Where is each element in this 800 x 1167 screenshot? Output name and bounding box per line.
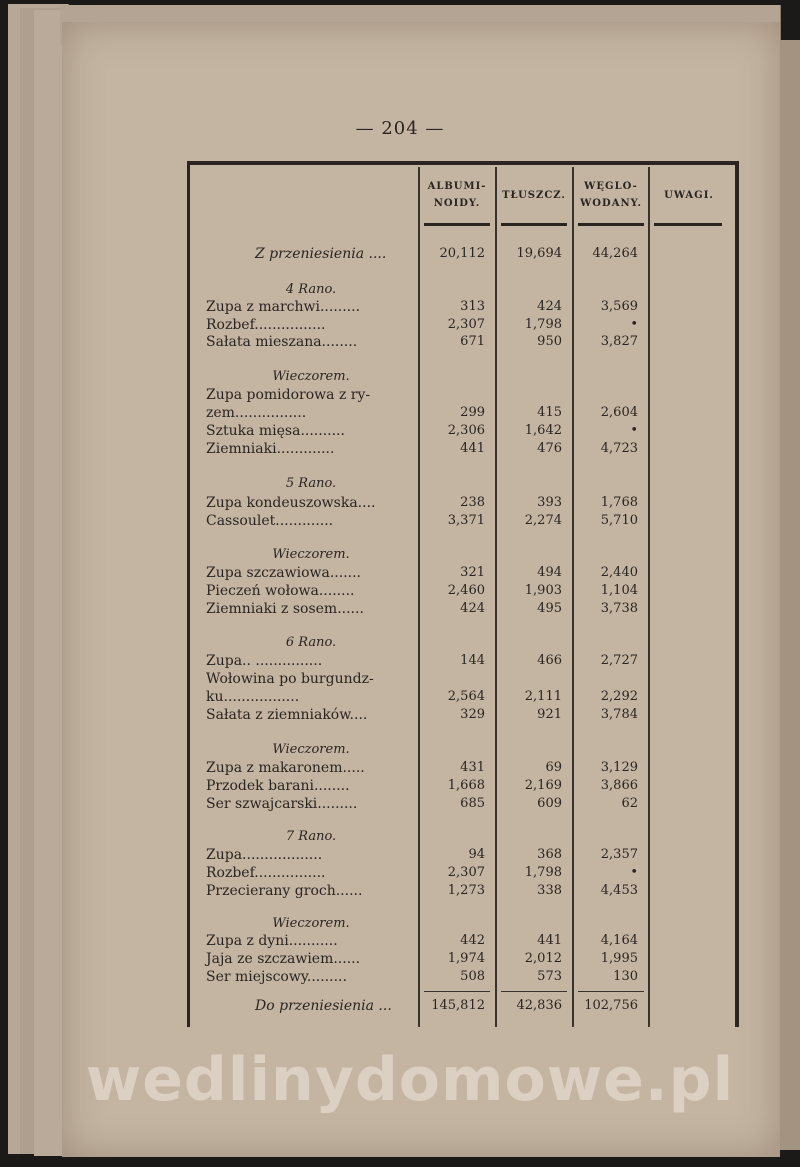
tluszcz-cell: 338	[537, 883, 562, 898]
page-number: — 204 —	[355, 118, 445, 139]
table-row	[200, 316, 720, 334]
section-heading	[200, 915, 720, 933]
watermark: wedlinydomowe.pl	[85, 1045, 735, 1115]
albuminoidy-cell: 1,273	[447, 883, 485, 898]
table-row	[200, 652, 720, 670]
total-rule	[501, 991, 567, 992]
albuminoidy-cell: 2,307	[447, 317, 485, 332]
row-label: Przodek barani........	[206, 778, 350, 794]
tluszcz-cell: 1,798	[524, 865, 562, 880]
tluszcz-cell: 1,903	[524, 583, 562, 598]
row-label: Jaja ze szczawiem......	[206, 951, 361, 967]
table-row	[200, 440, 720, 458]
row-label: Rozbef................	[206, 317, 326, 333]
row-label: Do przeniesienia ...	[255, 998, 392, 1014]
table-row	[200, 512, 720, 530]
weglowodany-cell: 44,264	[592, 246, 638, 261]
header-rule	[578, 223, 644, 226]
table-row	[200, 846, 720, 864]
row-label: Zupa z dyni...........	[206, 933, 338, 949]
weglowodany-cell: •	[630, 865, 638, 880]
header-rule	[654, 223, 722, 226]
section-heading	[200, 741, 720, 759]
tluszcz-cell: 495	[537, 601, 562, 616]
row-label: Wołowina po burgundz-	[206, 671, 374, 687]
weglowodany-cell: 1,768	[600, 495, 638, 510]
total-rule	[578, 991, 644, 992]
table-row	[200, 245, 720, 263]
row-label: Zupa z makaronem.....	[206, 760, 365, 776]
tluszcz-cell: 393	[537, 495, 562, 510]
row-label: Zupa..................	[206, 847, 323, 863]
tluszcz-cell: 368	[537, 847, 562, 862]
row-label: Z przeniesienia ....	[255, 246, 387, 262]
table-row	[200, 404, 720, 422]
albuminoidy-cell: 313	[460, 299, 485, 314]
tluszcz-cell: 2,111	[524, 689, 562, 704]
row-label: Zupa kondeuszowska....	[206, 495, 376, 511]
weglowodany-cell: 3,738	[600, 601, 638, 616]
table-row	[200, 882, 720, 900]
section-heading	[200, 475, 720, 493]
weglowodany-cell: 3,129	[600, 760, 638, 775]
tluszcz-cell: 921	[537, 707, 562, 722]
row-label: Zupa z marchwi.........	[206, 299, 361, 315]
albuminoidy-cell: 329	[460, 707, 485, 722]
weglowodany-cell: 3,569	[600, 299, 638, 314]
weglowodany-cell: 5,710	[600, 513, 638, 528]
albuminoidy-cell: 144	[460, 653, 485, 668]
header-tluszcz: TŁUSZCZ.	[502, 190, 566, 201]
row-label: Ser szwajcarski.........	[206, 796, 358, 812]
tluszcz-cell: 950	[537, 334, 562, 349]
section-heading	[200, 368, 720, 386]
weglowodany-cell: 62	[621, 796, 638, 811]
table-row	[200, 582, 720, 600]
table-row	[200, 564, 720, 582]
section-heading	[200, 828, 720, 846]
table-row	[200, 600, 720, 618]
weglowodany-cell: 130	[613, 969, 638, 984]
weglowodany-cell: 4,723	[600, 441, 638, 456]
tluszcz-cell: 19,694	[516, 246, 562, 261]
albuminoidy-cell: 508	[460, 969, 485, 984]
section-label: 4 Rano.	[285, 282, 337, 297]
weglowodany-cell: 2,440	[600, 565, 638, 580]
weglowodany-cell: •	[630, 317, 638, 332]
tluszcz-cell: 415	[537, 405, 562, 420]
weglowodany-cell: 1,995	[600, 951, 638, 966]
total-rule	[424, 991, 490, 992]
section-label: Wieczorem.	[272, 916, 350, 931]
total-row	[200, 997, 720, 1015]
tluszcz-cell: 476	[537, 441, 562, 456]
albuminoidy-cell: 299	[460, 405, 485, 420]
tluszcz-cell: 609	[537, 796, 562, 811]
row-label: Rozbef................	[206, 865, 326, 881]
table-row	[200, 494, 720, 512]
albuminoidy-cell: 20,112	[439, 246, 485, 261]
table-row	[200, 333, 720, 351]
tluszcz-cell: 69	[545, 760, 562, 775]
header-albuminoidy: ALBUMI- NOIDY.	[427, 181, 487, 209]
tluszcz-cell: 573	[537, 969, 562, 984]
table-row	[200, 950, 720, 968]
weglowodany-cell: 3,827	[600, 334, 638, 349]
row-label: Ziemniaki.............	[206, 441, 335, 457]
section-label: 5 Rano.	[285, 476, 337, 491]
row-label: Cassoulet.............	[206, 513, 334, 529]
weglowodany-cell: 4,453	[600, 883, 638, 898]
albuminoidy-cell: 2,564	[447, 689, 485, 704]
albuminoidy-cell: 3,371	[447, 513, 485, 528]
albuminoidy-cell: 685	[460, 796, 485, 811]
row-label: Zupa szczawiowa.......	[206, 565, 361, 581]
section-heading	[200, 634, 720, 652]
table-row	[200, 386, 720, 404]
table-row	[200, 795, 720, 813]
table-row	[200, 422, 720, 440]
weglowodany-cell: 2,727	[600, 653, 638, 668]
row-label: Sztuka mięsa..........	[206, 423, 345, 439]
albuminoidy-cell: 424	[460, 601, 485, 616]
section-label: Wieczorem.	[272, 369, 350, 384]
tluszcz-cell: 2,274	[524, 513, 562, 528]
section-label: 7 Rano.	[285, 829, 337, 844]
row-label: Pieczeń wołowa........	[206, 583, 355, 599]
table-row	[200, 298, 720, 316]
row-label: Sałata z ziemniaków....	[206, 707, 368, 723]
section-label: Wieczorem.	[272, 547, 350, 562]
weglowodany-cell: 3,784	[600, 707, 638, 722]
albuminoidy-cell: 671	[460, 334, 485, 349]
albuminoidy-cell: 238	[460, 495, 485, 510]
section-heading	[200, 281, 720, 299]
albuminoidy-cell: 1,668	[447, 778, 485, 793]
tluszcz-cell: 1,642	[524, 423, 562, 438]
table-row	[200, 688, 720, 706]
weglowodany-cell: 1,104	[600, 583, 638, 598]
table-row	[200, 968, 720, 986]
tluszcz-cell: 42,836	[516, 998, 562, 1013]
table-row	[200, 670, 720, 688]
albuminoidy-cell: 321	[460, 565, 485, 580]
weglowodany-cell: 2,604	[600, 405, 638, 420]
next-page-edge	[780, 40, 800, 1150]
header-rule	[501, 223, 567, 226]
weglowodany-cell: 102,756	[584, 998, 638, 1013]
weglowodany-cell: 2,292	[600, 689, 638, 704]
row-label: zem................	[206, 405, 307, 421]
header-weglowodany: WĘGLO- WODANY.	[580, 181, 642, 209]
row-label: Ser miejscowy.........	[206, 969, 347, 985]
table-row	[200, 759, 720, 777]
header-rule	[424, 223, 490, 226]
row-label: Ziemniaki z sosem......	[206, 601, 364, 617]
section-label: 6 Rano.	[285, 635, 337, 650]
row-label: ku.................	[206, 689, 300, 705]
weglowodany-cell: •	[630, 423, 638, 438]
weglowodany-cell: 2,357	[600, 847, 638, 862]
tluszcz-cell: 2,012	[524, 951, 562, 966]
section-heading	[200, 546, 720, 564]
tluszcz-cell: 1,798	[524, 317, 562, 332]
albuminoidy-cell: 442	[460, 933, 485, 948]
table-row	[200, 864, 720, 882]
albuminoidy-cell: 441	[460, 441, 485, 456]
table-row	[200, 777, 720, 795]
albuminoidy-cell: 145,812	[431, 998, 485, 1013]
albuminoidy-cell: 2,460	[447, 583, 485, 598]
table-row	[200, 706, 720, 724]
weglowodany-cell: 3,866	[600, 778, 638, 793]
tluszcz-cell: 494	[537, 565, 562, 580]
tluszcz-cell: 466	[537, 653, 562, 668]
albuminoidy-cell: 2,306	[447, 423, 485, 438]
albuminoidy-cell: 431	[460, 760, 485, 775]
header-uwagi: UWAGI.	[664, 190, 714, 201]
tluszcz-cell: 2,169	[524, 778, 562, 793]
row-label: Zupa.. ...............	[206, 653, 323, 669]
albuminoidy-cell: 1,974	[447, 951, 485, 966]
albuminoidy-cell: 2,307	[447, 865, 485, 880]
section-label: Wieczorem.	[272, 742, 350, 757]
row-label: Zupa pomidorowa z ry-	[206, 387, 371, 403]
row-label: Sałata mieszana........	[206, 334, 358, 350]
table-row	[200, 932, 720, 950]
tluszcz-cell: 424	[537, 299, 562, 314]
row-label: Przecierany groch......	[206, 883, 363, 899]
tluszcz-cell: 441	[537, 933, 562, 948]
albuminoidy-cell: 94	[468, 847, 485, 862]
weglowodany-cell: 4,164	[600, 933, 638, 948]
